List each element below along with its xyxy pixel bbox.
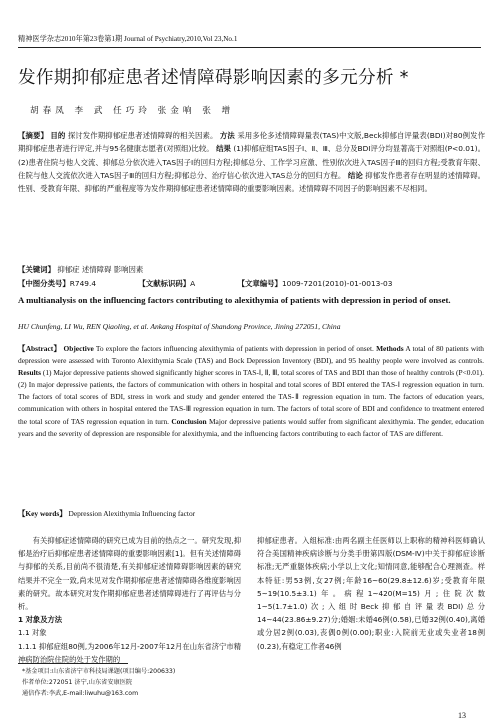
en-results-text: (1) Major depressive patients showed significantly higher scores in TAS-Ⅰ, Ⅱ, Ⅲ, total scores of TAS and BDI than those of healthy controls (P<0.01). (2) In major depressive patients, the factors of communication with others in hospital and total scores of BDI entered the TAS-Ⅰ regression equation in turn. The factors of total scores of BDI, stress in work and study and gender entered the TAS-Ⅱ regression equation in turn. The factors of education years, communication with others in hospital entered the TAS-Ⅲ regression equation in turn. The factors of total score of BDI and confidence to treatment entered the total score of TAS regression equation in turn. [18,368,484,426]
classification-line [18,278,485,289]
doc-code-value: A [190,279,196,288]
results-label: 结果 [216,144,231,154]
objective-text: 探讨发作期抑郁症患者述情障碍的相关因素。 [67,131,218,140]
footnote-affiliation: 作者单位:272051 济宁,山东省安康医院 [22,678,133,686]
en-abstract-label: 【Abstract】 [18,344,62,353]
conclusion-label: 结论 [347,170,363,180]
article-number-item [238,279,413,288]
article-title: 发作期抑郁症患者述情障碍影响因素的多元分析 * [18,68,409,88]
en-conclusion-label: Conclusion [171,416,207,426]
footnote-contact: 通信作者:李武,E-mail:liwuhu@163.com [22,689,139,697]
doc-code-label: 【文献标识码】 [138,279,191,288]
author-list: 胡春凤 李 武 任巧玲 张金响 张 增 [30,106,235,116]
en-objective-label: Objective [63,344,94,353]
running-header: 精神医学杂志2010年第23卷第1期 Journal of Psychiatry,2010,Vol 23,No.1 [18,34,481,48]
en-objective-text: To explore the factors influencing alexithymia of patients with depression in period of onset. [95,344,374,353]
en-methods-text: A total of 80 patients with depression were assessed with Toronto Alexithymia Scale (TAS) and Bock Depression Inventory (BDI), and 95 healthy people were involved as controls. [18,344,484,366]
footnotes [22,667,242,699]
methods-text: 采用多伦多述情障碍量表(TAS)中文版,Beck抑郁自评量表(BDI)对80例发作期抑郁症患者进行评定,并与95名健康志愿者(对照组)比较。 [18,131,485,154]
en-keywords-label: 【Key words】 [18,509,67,518]
clc-value: R749.4 [69,279,97,288]
english-title: A multianalysis on the influencing factors contributing to alexithymia of patients with depression in period of onset. [18,295,451,305]
body-left-column [18,534,241,666]
subsection-heading: 1.1 对象 [18,628,47,638]
doc-code-item [138,279,215,288]
chinese-abstract [18,129,485,195]
section-heading: 1 对象及方法 [18,615,63,625]
results-text: (1)抑郁症组TAS因子Ⅰ、Ⅱ、Ⅲ、总分及BDI评分均显著高于对照组(P<0.01)。(2)患者住院与他人交流、抑郁总分依次进入TAS因子Ⅰ的回归方程;抑郁总分、工作学习应激、性别依次进入TAS因子Ⅲ的回归方程;受教育年限、住院与他人交流依次进入TAS因子Ⅲ的回归方程;抑郁总分、治疗信心依次进入TAS总分的回归方程。 [18,144,485,180]
en-methods-label: Methods [376,344,404,353]
en-conclusion-text: Major depressive patients would suffer from significant alexithymia. The gender, education years and the severity of depression are responsible for alexithymia, and the influencing factors contributing to each factor of TAS are different. [18,416,484,438]
en-keywords-text: Depression Alexithymia Influencing factor [68,509,196,518]
clc-label: 【中图分类号】 [18,279,70,288]
intro-paragraph: 有关抑郁症述情障碍的研究已成为目前的热点之一。研究发现,抑郁是治疗后抑郁症患者述情障碍的重要影响因素[1]。但有关述情障碍与抑郁的关系,目前尚不很清楚,有关抑郁症述情障碍影响因素的研究结果并不完全一致,尚未见对发作期抑郁症患者述情障碍各维度影响因素的研究。故本研究对发作期抑郁症患者述情障碍进行了再评估与分析。 [18,536,241,612]
footnote-rule [18,663,128,664]
english-authors: HU Chunfeng, LI Wu, REN Qiaoling, et al. Ankang Hospital of Shandong Province, Jining 272051, China [18,322,341,331]
footnote-fund: *基金项目:山东省济宁市科技局课题(项目编号:200633) [22,668,176,675]
keywords-label: 【关键词】 [18,265,55,274]
english-abstract [18,343,484,440]
article-number-label: 【文章编号】 [237,279,282,288]
clc-item [18,279,116,288]
objective-label: 目的 [50,131,66,140]
methods-label: 方法 [219,131,235,140]
body-right-column: 抑郁症患者。入组标准:由两名副主任医师以上职称的精神科医师确认符合美国精神疾病诊断与分类手册第四版(DSM-Ⅳ)中关于抑郁症诊断标准;无严重躯体疾病;小学以上文化;知情同意,能够配合心理测查。样本特征:男53例,女27例;年龄16~60(29.8±12.6)岁;受教育年限5~19(10.5±3.1)年。病程1~420(M=15)月;住院次数1~5(1.7±1.0)次;入组时Beck抑郁自评量表BDI)总分14~44(23.86±9.27)分;婚姻:未婚46例(0.58),已婚32例(0.40),离婚或分居2例(0.03),丧偶0例(0.00);职业:入院前无业或失业者18例(0.23),有稳定工作者46例 [257,536,485,651]
keywords-text: 抑郁症 述情障碍 影响因素 [57,265,144,274]
abstract-label: 【摘要】 [18,131,48,140]
english-keywords [18,508,484,519]
page-number: 13 [458,711,466,720]
conclusion-text: 抑郁发作患者存在明显的述情障碍。性别、受教育年限、抑郁的严重程度等为发作期抑郁症患者述情障碍的重要影响因素。述情障碍不同因子的影响因素不尽相同。 [18,170,485,194]
article-number-value: 1009-7201(2010)-01-0013-03 [281,279,393,288]
keywords-zh [18,264,485,275]
en-results-label: Results [18,368,41,378]
paragraph-1-1-1: 1.1.1 抑郁症组80例,为2006年12月-2007年12月在山东省济宁市精神病防治院住院的处于发作期的 [18,641,241,664]
